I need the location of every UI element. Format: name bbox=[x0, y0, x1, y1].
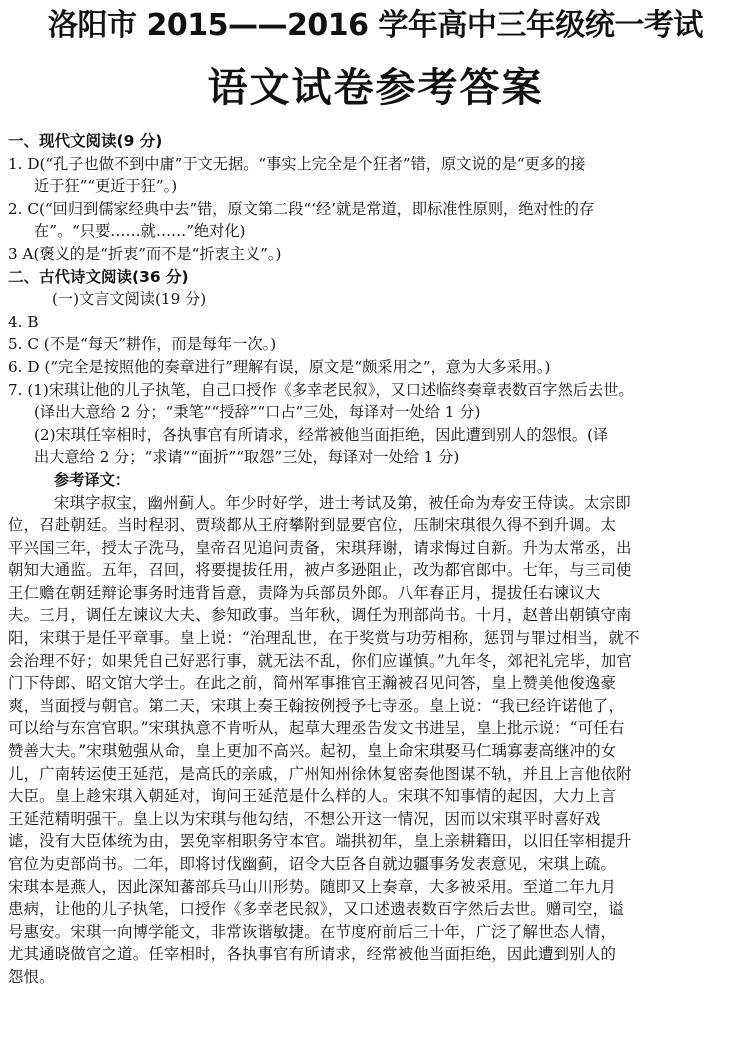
answer-q4: 4. B bbox=[8, 312, 39, 331]
translation-label: 参考译文： bbox=[54, 470, 130, 489]
translation-line: 阳，宋琪于是任平章事。皇上说：“治理乱世，在于奖赏与功劳相称，惩罚与罪过相当，就不 bbox=[8, 629, 640, 648]
document-title: 语文试卷参考答案 bbox=[207, 65, 544, 111]
translation-line: 儿，广南转运使王延范，是高氏的亲戚，广州知州徐休复密奏他图谋不轨，并且上言他依附 bbox=[8, 764, 632, 783]
translation-line: 号惠安。宋琪一向博学能文，非常诙谐敏捷。在节度府前后三十年，广泛了解世态人情， bbox=[8, 922, 617, 941]
translation-line: 尤其通晓做官之道。任宰相时，各执事官有所请求，经常被他当面拒绝，因此遭到别人的 bbox=[8, 945, 617, 964]
answer-q2-line1: 2. C(“回归到儒家经典中去”错，原文第二段“‘经’就是常道，即标准性原则，绝对性的存 bbox=[8, 199, 595, 218]
answer-q2-line2: 在”。“只要……就……”绝对化) bbox=[34, 222, 246, 241]
answer-body bbox=[8, 130, 748, 989]
translation-line: 宋琪字叔宝，幽州蓟人。年少时好学，进士考试及第，被任命为寿安王侍读。太宗即 bbox=[54, 493, 631, 512]
section-heading-modern-reading: 一、现代文阅读(9 分) bbox=[8, 132, 163, 150]
answer-q3: 3 A(褒义的是“折衷”而不是“折衷主义”。) bbox=[8, 244, 282, 263]
translation-line: 王仁赡在朝廷辩论事务时违背旨意，责降为兵部员外郎。八年春正月，提拔任右谏议大 bbox=[8, 583, 601, 602]
answer-q1-line1: 1. D(“孔子也做不到中庸”于文无据。“事实上完全是个狂者”错，原文说的是“更多的接 bbox=[8, 154, 586, 173]
answer-q1-line2: 近于狂”“更近于狂”。) bbox=[34, 177, 178, 196]
translation-line: 患病，让他的儿子执笔，口授作《多幸老民叙》，又口述遗表数百字然后去世。赠司空，谥 bbox=[8, 900, 624, 919]
translation-line: 位，召赴朝廷。当时程羽、贾琰都从王府攀附到显要官位，压制宋琪很久得不到升调。太 bbox=[8, 516, 617, 535]
answer-q7-1-line1: 7. (1)宋琪让他的儿子执笔，自己口授作《多幸老民叙》，又口述临终奏章表数百字然后去世。 bbox=[8, 380, 634, 399]
translation-text bbox=[8, 492, 748, 989]
translation-line: 谑，没有大臣体统为由，罢免宰相职务守本官。端拱初年，皇上亲耕籍田，以旧任宰相提升 bbox=[8, 832, 632, 851]
translation-line: 门下侍郎、昭文馆大学士。在此之前，简州军事推官王瀚被召见问答，皇上赞美他俊逸豪 bbox=[8, 674, 617, 693]
translation-line: 宋琪本是燕人，因此深知蕃部兵马山川形势。随即又上奏章，大多被采用。至道二年九月 bbox=[8, 877, 617, 896]
translation-line: 夫。三月，调任左谏议大夫、参知政事。当年秋，调任为刑部尚书。十月，赵普出朝镇守南 bbox=[8, 606, 632, 625]
section-heading-classical-reading: 二、古代诗文阅读(36 分) bbox=[8, 267, 189, 286]
answer-q7-2-line1: (2)宋琪任宰相时，各执事官有所请求，经常被他当面拒绝，因此遭到别人的怨恨。(译 bbox=[34, 425, 609, 444]
translation-line: 赞善大夫。”宋琪勉强从命，皇上更加不高兴。起初，皇上命宋琪娶马仁瑀寡妻高继冲的女 bbox=[8, 742, 617, 761]
answer-q7-2-line2: 出大意给 2 分；“求请”“面折”“取怨”三处，每译对一处给 1 分) bbox=[34, 448, 460, 467]
answer-q7-1-line2: (译出大意给 2 分；“秉笔”“授辞”“口占”三处，每译对一处给 1 分) bbox=[34, 403, 481, 422]
translation-line: 会治理不好；如果凭自己好恶行事，就无法不乱，你们应谨慎。”九年冬，郊祀礼完毕，加官 bbox=[8, 651, 632, 670]
translation-line: 怨恨。 bbox=[8, 967, 55, 986]
translation-line: 朝知大通监。五年，召回，将要提拔任用，被卢多逊阻止，改为都官郎中。七年，与三司使 bbox=[8, 561, 632, 580]
answer-q6: 6. D (“完全是按照他的奏章进行”理解有误，原文是“颇采用之”，意为大多采用。) bbox=[8, 357, 551, 376]
translation-line: 大臣。皇上趁宋琪入朝延对，询问王延范是什么样的人。宋琪不知事情的起因，大力上言 bbox=[8, 787, 617, 806]
translation-line: 平兴国三年，授太子洗马，皇帝召见追问责备，宋琪拜谢，请求悔过自新。升为太常丞，出 bbox=[8, 538, 632, 557]
exam-title: 洛阳市 2015——2016 学年高中三年级统一考试 bbox=[48, 8, 703, 43]
translation-line: 王延范精明强干。皇上以为宋琪与他勾结，不想公开这一情况，因而以宋琪平时喜好戏 bbox=[8, 809, 601, 828]
translation-line: 官位为吏部尚书。二年，即将讨伐幽蓟，诏令大臣各自就边疆事务发表意见，宋琪上疏。 bbox=[8, 855, 617, 873]
answer-q5: 5. C (不是“每天”耕作，而是每年一次。) bbox=[8, 335, 277, 354]
translation-line: 爽，当面授与朝官。第二天，宋琪上奏王翰按例授予七寺丞。皇上说：“我已经许诺他了， bbox=[8, 696, 625, 715]
translation-line: 可以给与东宫官职。”宋琪执意不肯听从，起草大理丞告发文书进呈，皇上批示说：“可任右 bbox=[8, 719, 625, 738]
subsection-heading-classical-prose: (一)文言文阅读(19 分) bbox=[52, 290, 207, 309]
